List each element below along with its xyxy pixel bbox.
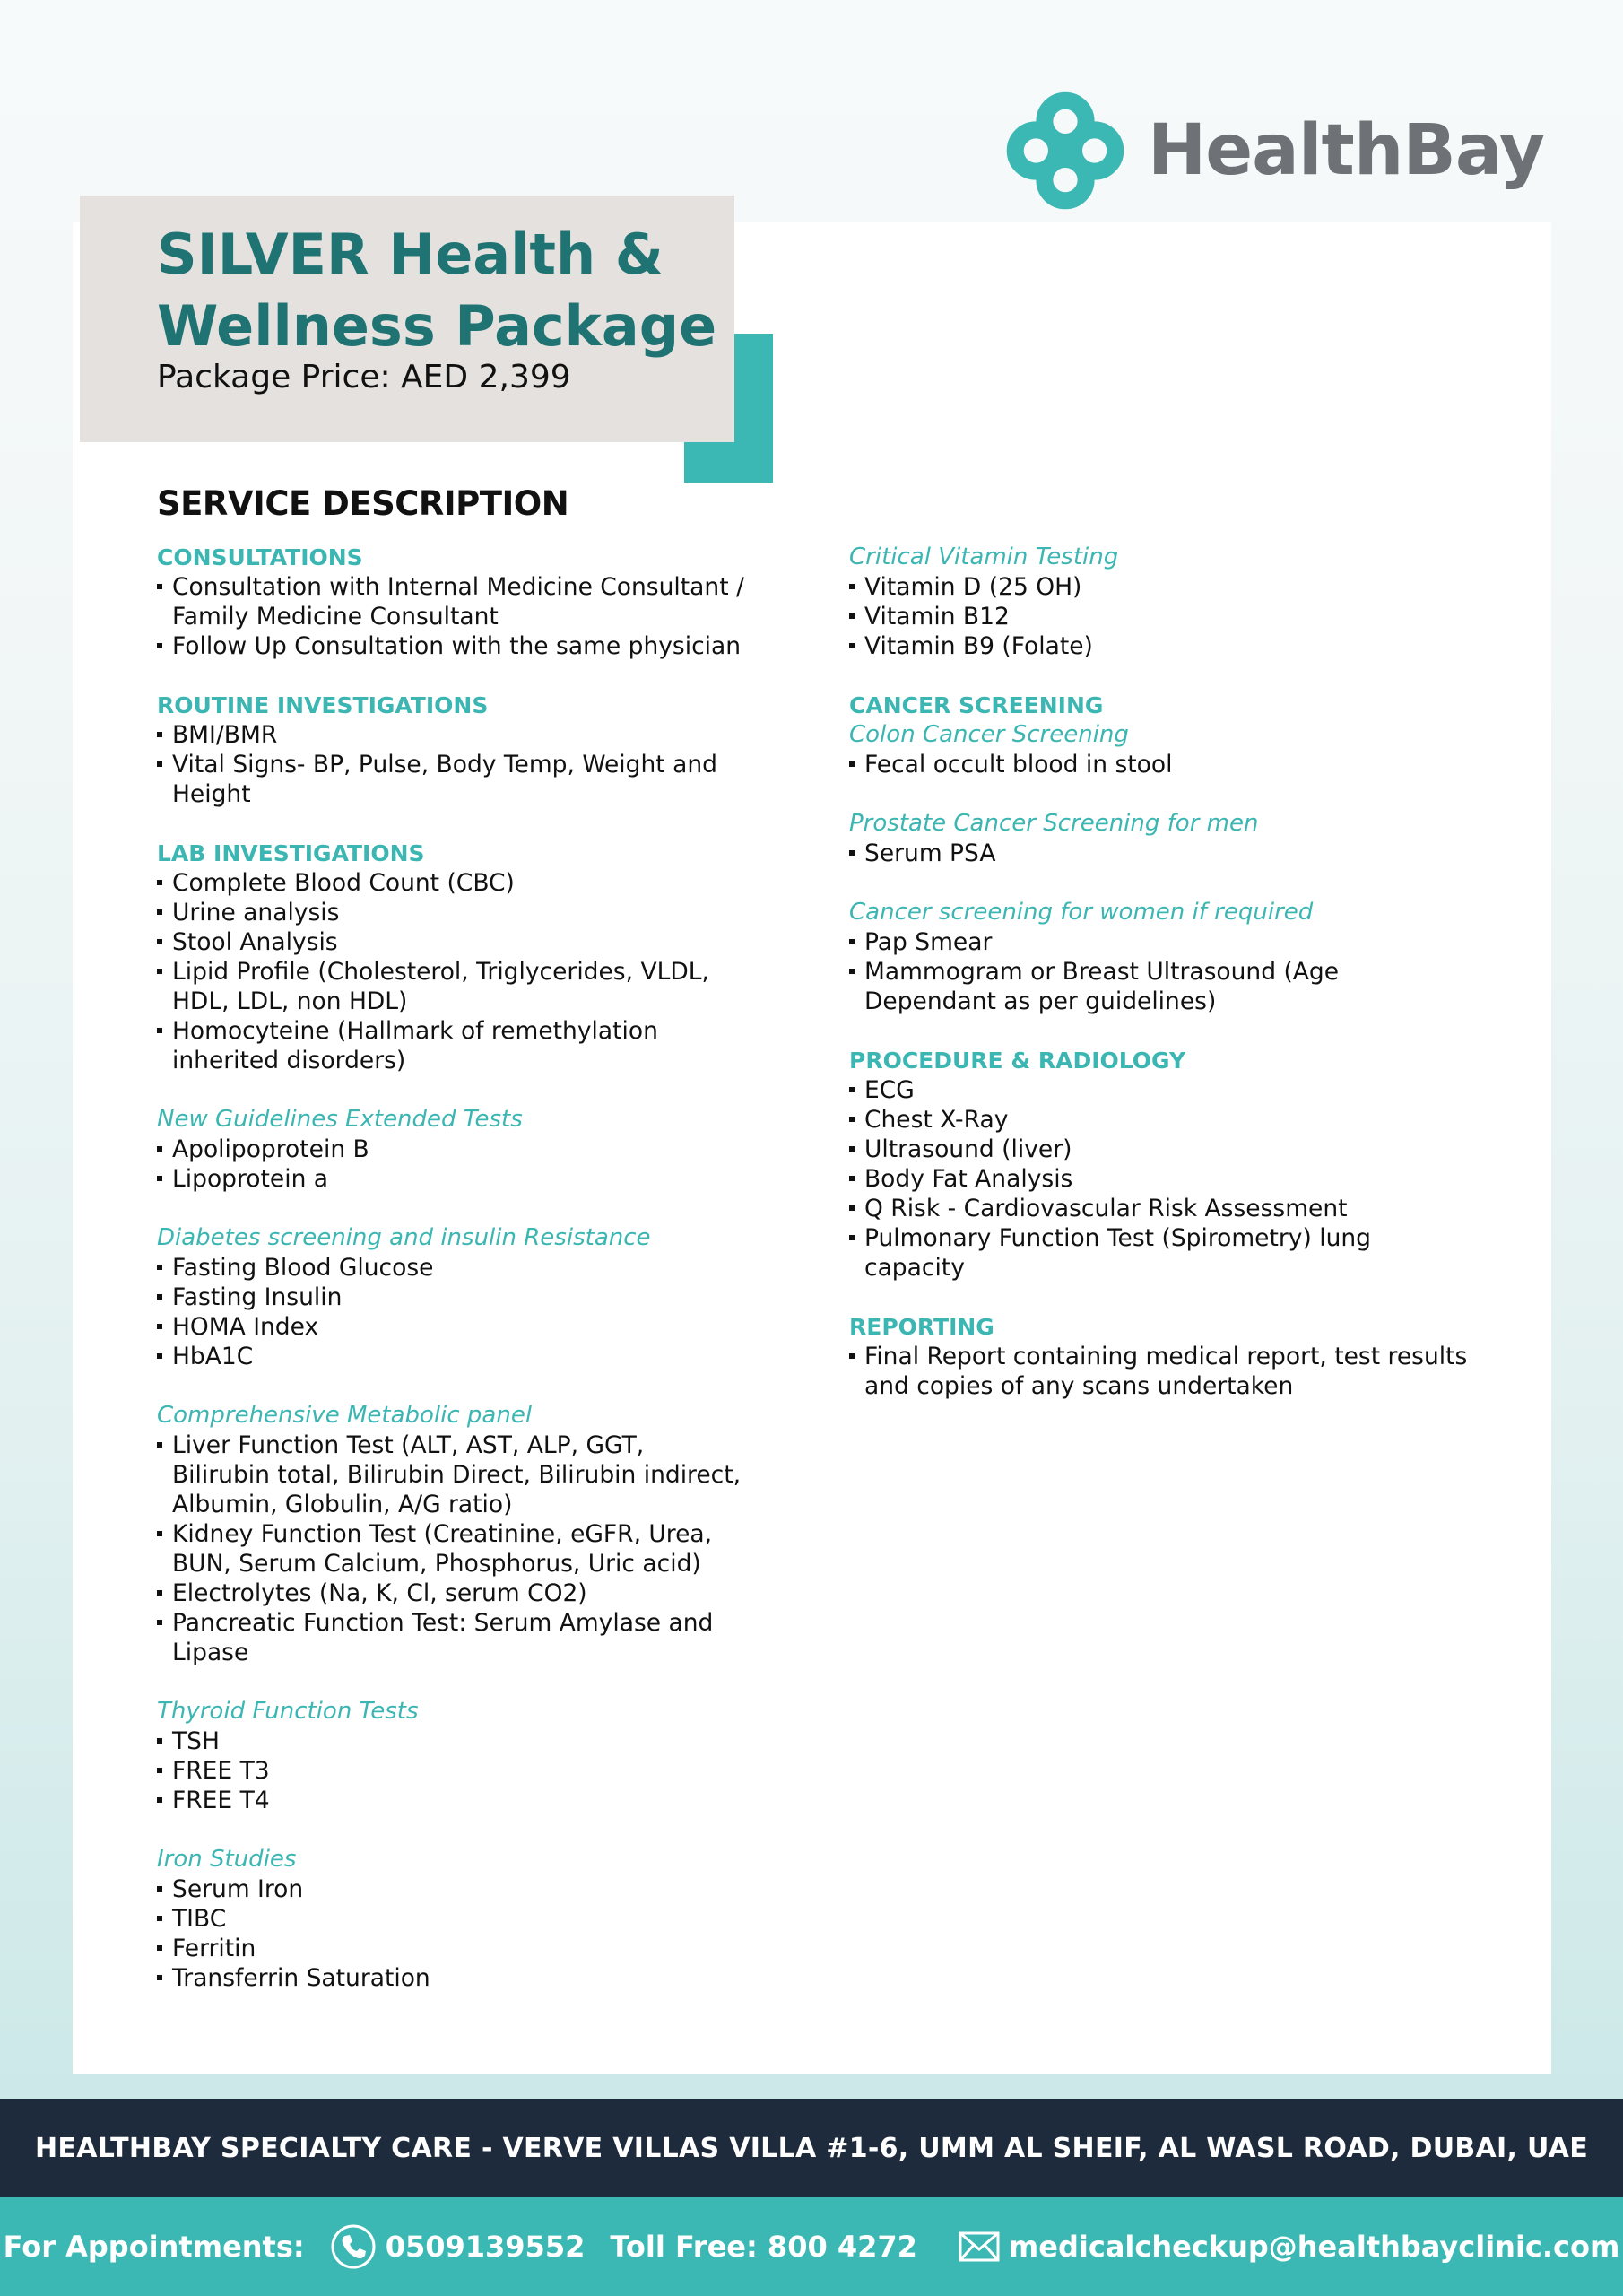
left-column bbox=[157, 543, 749, 2022]
service-list bbox=[849, 750, 1468, 779]
section-heading: Prostate Cancer Screening for men bbox=[849, 810, 1259, 837]
section-heading: Colon Cancer Screening bbox=[849, 721, 1129, 748]
service-item: Homocyteine (Hallmark of remethylation inherited disorders) bbox=[157, 1016, 749, 1075]
section-heading: Comprehensive Metabolic panel bbox=[157, 1402, 533, 1429]
service-item: Fecal occult blood in stool bbox=[849, 750, 1468, 779]
phone-link[interactable]: 0509139552 bbox=[385, 2230, 586, 2264]
service-item: Apolipoprotein B bbox=[157, 1135, 749, 1164]
service-item: Electrolytes (Na, K, Cl, serum CO2) bbox=[157, 1578, 749, 1608]
service-item: Complete Blood Count (CBC) bbox=[157, 868, 749, 898]
section-heading: Iron Studies bbox=[157, 1846, 297, 1873]
service-item: Follow Up Consultation with the same physician bbox=[157, 631, 749, 661]
footer-address bbox=[0, 2099, 1623, 2197]
service-item: Vital Signs- BP, Pulse, Body Temp, Weight and Height bbox=[157, 750, 749, 809]
service-item: Lipoprotein a bbox=[157, 1164, 749, 1194]
footer-contact bbox=[0, 2197, 1623, 2296]
phone-icon bbox=[330, 2223, 377, 2270]
service-item: Serum Iron bbox=[157, 1874, 749, 1904]
service-item: Liver Function Test (ALT, AST, ALP, GGT, Bilirubin total, Bilirubin Direct, Bilirubin indirect, Albumin, Globulin, A/G ratio) bbox=[157, 1431, 749, 1519]
service-list bbox=[157, 1726, 749, 1815]
section-heading: REPORTING bbox=[849, 1314, 994, 1340]
service-list bbox=[157, 572, 749, 661]
service-section bbox=[849, 691, 1468, 720]
service-section bbox=[849, 720, 1468, 779]
service-item: Transferrin Saturation bbox=[157, 1963, 749, 1993]
service-section bbox=[157, 1697, 749, 1815]
section-heading: Critical Vitamin Testing bbox=[849, 544, 1119, 570]
service-section bbox=[157, 1401, 749, 1667]
email-link[interactable]: medicalcheckup@healthbayclinic.com bbox=[1008, 2230, 1620, 2264]
service-item: Stool Analysis bbox=[157, 927, 749, 957]
service-item: Fasting Insulin bbox=[157, 1283, 749, 1312]
service-item: ECG bbox=[849, 1075, 1468, 1105]
service-section bbox=[849, 1046, 1468, 1283]
package-title: SILVER Health & Wellness Package bbox=[157, 222, 717, 359]
service-section bbox=[849, 1312, 1468, 1401]
service-item: Urine analysis bbox=[157, 898, 749, 927]
service-list bbox=[157, 1135, 749, 1194]
brand-name: HealthBay bbox=[1148, 110, 1544, 191]
service-section bbox=[157, 1105, 749, 1194]
section-heading: Cancer screening for women if required bbox=[849, 899, 1314, 926]
section-heading: New Guidelines Extended Tests bbox=[157, 1106, 523, 1133]
service-item: Kidney Function Test (Creatinine, eGFR, Urea, BUN, Serum Calcium, Phosphorus, Uric acid) bbox=[157, 1519, 749, 1578]
section-heading: Thyroid Function Tests bbox=[157, 1698, 419, 1725]
service-list bbox=[157, 1253, 749, 1371]
section-heading: PROCEDURE & RADIOLOGY bbox=[849, 1048, 1186, 1074]
mail-icon bbox=[959, 2231, 1000, 2262]
service-item: Chest X-Ray bbox=[849, 1105, 1468, 1135]
service-item: Ultrasound (liver) bbox=[849, 1135, 1468, 1164]
service-list bbox=[849, 927, 1468, 1016]
service-section bbox=[157, 839, 749, 1075]
section-heading: CANCER SCREENING bbox=[849, 692, 1104, 718]
service-item: Body Fat Analysis bbox=[849, 1164, 1468, 1194]
section-heading: ROUTINE INVESTIGATIONS bbox=[157, 692, 489, 718]
service-item: Serum PSA bbox=[849, 839, 1468, 868]
service-item: Pap Smear bbox=[849, 927, 1468, 957]
address-text: HEALTHBAY SPECIALTY CARE - VERVE VILLAS VILLA #1-6, UMM AL SHEIF, AL WASL ROAD, DUBAI, UAE bbox=[35, 2132, 1588, 2164]
service-list bbox=[849, 572, 1468, 661]
service-list bbox=[849, 839, 1468, 868]
service-section bbox=[157, 543, 749, 661]
service-description-heading: SERVICE DESCRIPTION bbox=[157, 484, 569, 523]
service-item: Pulmonary Function Test (Spirometry) lung capacity bbox=[849, 1223, 1468, 1283]
service-item: HbA1C bbox=[157, 1342, 749, 1371]
healthbay-logo-icon bbox=[1004, 90, 1126, 212]
healthbay-logo bbox=[1004, 90, 1544, 212]
service-item: TIBC bbox=[157, 1904, 749, 1934]
service-item: TSH bbox=[157, 1726, 749, 1756]
right-column bbox=[849, 543, 1468, 1431]
service-section bbox=[157, 1845, 749, 1993]
service-item: Vitamin B9 (Folate) bbox=[849, 631, 1468, 661]
service-item: HOMA Index bbox=[157, 1312, 749, 1342]
service-list bbox=[157, 868, 749, 1075]
service-item: Consultation with Internal Medicine Consultant / Family Medicine Consultant bbox=[157, 572, 749, 631]
service-item: Final Report containing medical report, test results and copies of any scans undertaken bbox=[849, 1342, 1468, 1401]
service-section bbox=[849, 809, 1468, 868]
service-section bbox=[157, 691, 749, 809]
service-item: Q Risk - Cardiovascular Risk Assessment bbox=[849, 1194, 1468, 1223]
service-item: Pancreatic Function Test: Serum Amylase and Lipase bbox=[157, 1608, 749, 1667]
section-heading: Diabetes screening and insulin Resistance bbox=[157, 1224, 651, 1251]
toll-free-number[interactable]: Toll Free: 800 4272 bbox=[610, 2230, 917, 2264]
service-item: FREE T3 bbox=[157, 1756, 749, 1786]
service-list bbox=[157, 1431, 749, 1667]
service-list bbox=[849, 1342, 1468, 1401]
package-price: Package Price: AED 2,399 bbox=[157, 359, 571, 396]
service-item: Ferritin bbox=[157, 1934, 749, 1963]
service-section bbox=[849, 898, 1468, 1016]
service-section bbox=[849, 543, 1468, 661]
service-item: Vitamin B12 bbox=[849, 602, 1468, 631]
section-heading: CONSULTATIONS bbox=[157, 544, 363, 570]
service-section bbox=[157, 1223, 749, 1371]
service-item: Vitamin D (25 OH) bbox=[849, 572, 1468, 602]
section-heading: LAB INVESTIGATIONS bbox=[157, 840, 425, 866]
service-list bbox=[157, 1874, 749, 1993]
service-list bbox=[849, 1075, 1468, 1283]
service-item: BMI/BMR bbox=[157, 720, 749, 750]
service-list bbox=[157, 720, 749, 809]
service-item: Lipid Profile (Cholesterol, Triglycerides, VLDL, HDL, LDL, non HDL) bbox=[157, 957, 749, 1016]
service-item: Mammogram or Breast Ultrasound (Age Dependant as per guidelines) bbox=[849, 957, 1468, 1016]
service-item: FREE T4 bbox=[157, 1786, 749, 1815]
service-item: Fasting Blood Glucose bbox=[157, 1253, 749, 1283]
appointments-label: For Appointments: bbox=[3, 2230, 305, 2264]
